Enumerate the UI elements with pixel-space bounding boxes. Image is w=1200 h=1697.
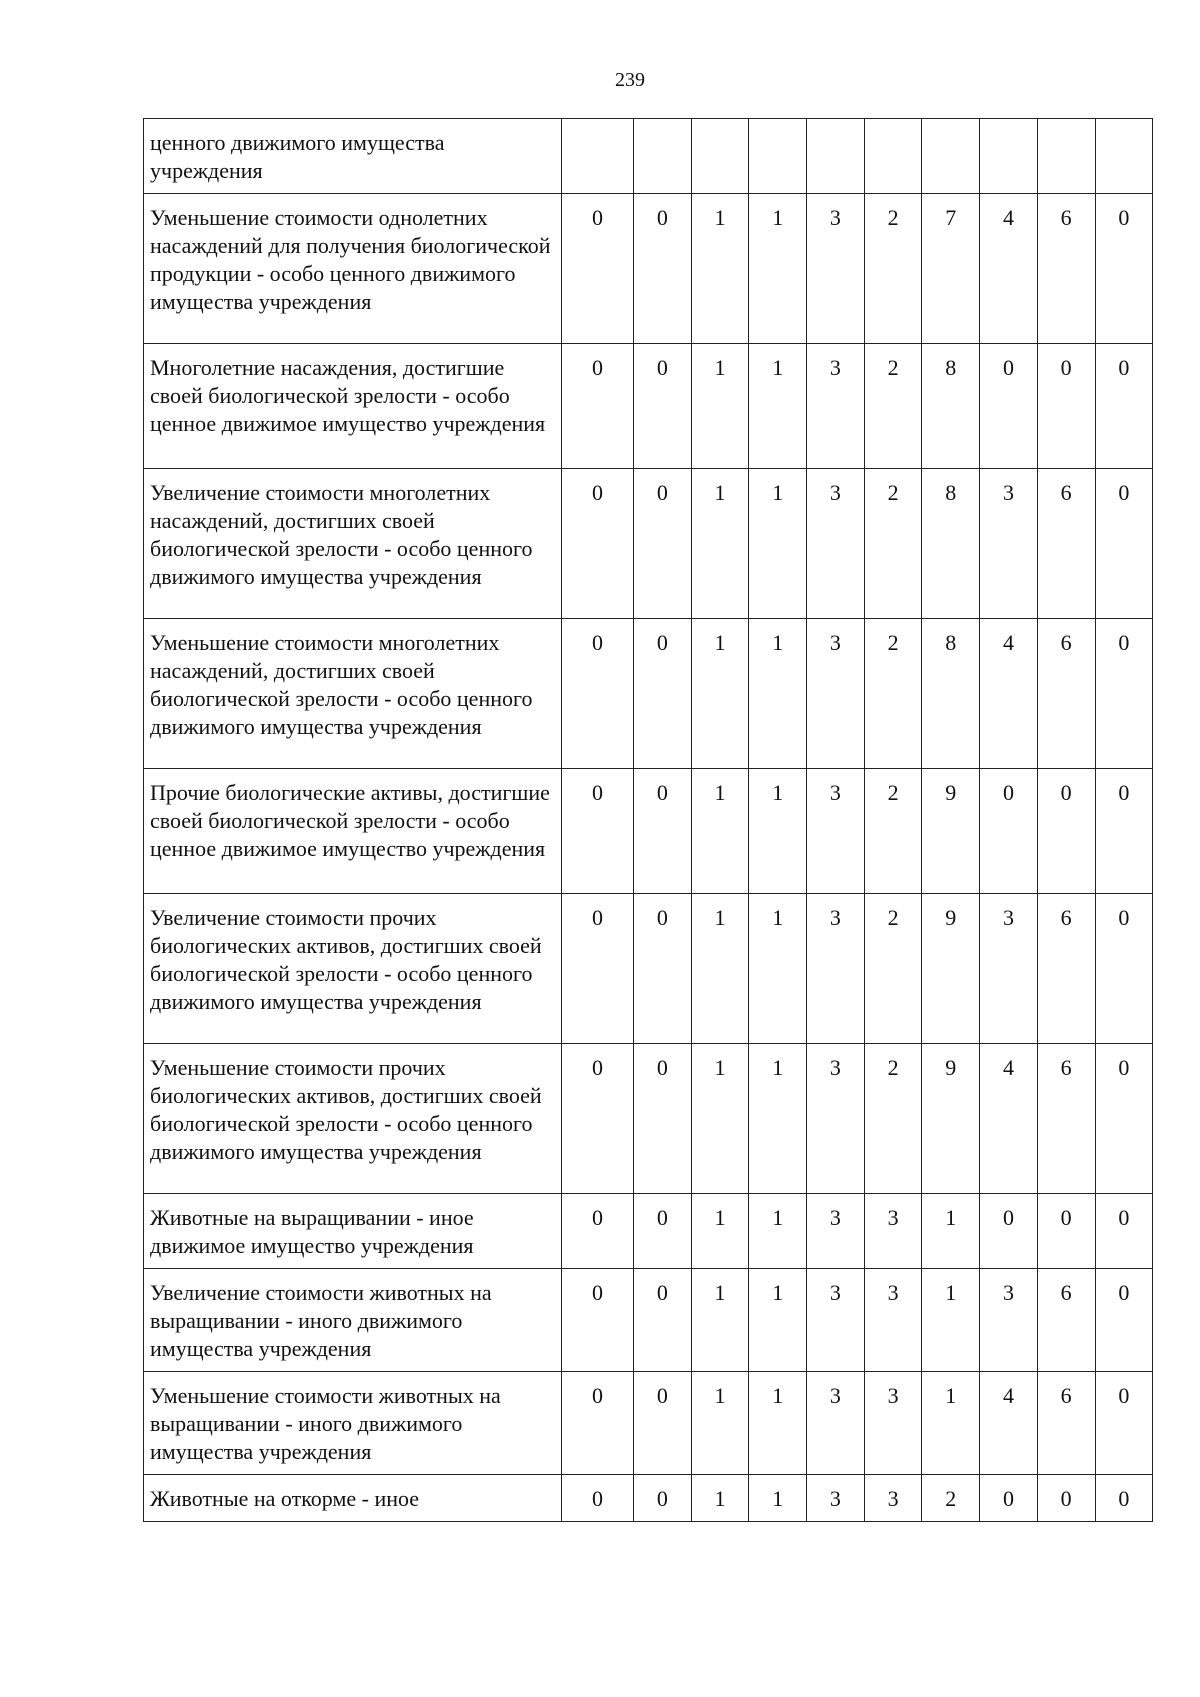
code-digit-cell: 1 bbox=[749, 894, 807, 1044]
code-digit-cell: 0 bbox=[562, 469, 634, 619]
table-row bbox=[144, 469, 1153, 619]
code-digit-cell: 0 bbox=[1095, 469, 1153, 619]
code-digit-cell: 2 bbox=[864, 1044, 922, 1194]
account-description: Уменьшение стоимости животных на выращивании - иного движимого имущества учреждения bbox=[144, 1372, 562, 1475]
code-digit-cell: 3 bbox=[864, 1269, 922, 1372]
code-digit-cell: 0 bbox=[634, 344, 692, 469]
code-digit-cell: 0 bbox=[634, 894, 692, 1044]
code-digit-cell bbox=[562, 119, 634, 194]
code-digit-cell: 0 bbox=[980, 1194, 1038, 1269]
code-digit-cell: 0 bbox=[1037, 344, 1095, 469]
code-digit-cell: 0 bbox=[634, 1475, 692, 1522]
code-digit-cell: 6 bbox=[1037, 1269, 1095, 1372]
code-digit-cell: 1 bbox=[691, 194, 749, 344]
code-digit-cell: 0 bbox=[1095, 1194, 1153, 1269]
code-digit-cell: 1 bbox=[691, 894, 749, 1044]
code-digit-cell: 3 bbox=[807, 1372, 865, 1475]
table-row bbox=[144, 894, 1153, 1044]
table-body bbox=[144, 119, 1153, 1522]
code-digit-cell bbox=[807, 119, 865, 194]
code-digit-cell: 1 bbox=[749, 619, 807, 769]
code-digit-cell: 1 bbox=[749, 344, 807, 469]
account-description: Уменьшение стоимости многолетних насаждений, достигших своей биологической зрелости - особо ценного движимого имущества учреждения bbox=[144, 619, 562, 769]
code-digit-cell: 0 bbox=[980, 1475, 1038, 1522]
code-digit-cell: 0 bbox=[634, 619, 692, 769]
code-digit-cell: 0 bbox=[1037, 1475, 1095, 1522]
account-description: Увеличение стоимости многолетних насаждений, достигших своей биологической зрелости - особо ценного движимого имущества учреждения bbox=[144, 469, 562, 619]
code-digit-cell: 0 bbox=[562, 619, 634, 769]
code-digit-cell: 0 bbox=[1095, 1475, 1153, 1522]
code-digit-cell bbox=[922, 119, 980, 194]
code-digit-cell: 6 bbox=[1037, 1372, 1095, 1475]
code-digit-cell: 3 bbox=[807, 344, 865, 469]
code-digit-cell: 1 bbox=[749, 1269, 807, 1372]
code-digit-cell: 6 bbox=[1037, 894, 1095, 1044]
code-digit-cell: 8 bbox=[922, 619, 980, 769]
code-digit-cell: 0 bbox=[562, 1269, 634, 1372]
code-digit-cell: 0 bbox=[1095, 1044, 1153, 1194]
code-digit-cell: 1 bbox=[691, 619, 749, 769]
code-digit-cell bbox=[634, 119, 692, 194]
code-digit-cell: 9 bbox=[922, 769, 980, 894]
code-digit-cell: 1 bbox=[691, 1372, 749, 1475]
code-digit-cell: 0 bbox=[562, 344, 634, 469]
account-description: Уменьшение стоимости однолетних насаждений для получения биологической продукции - особо ценного движимого имущества учреждения bbox=[144, 194, 562, 344]
code-digit-cell: 2 bbox=[922, 1475, 980, 1522]
code-digit-cell: 3 bbox=[807, 1475, 865, 1522]
code-digit-cell: 0 bbox=[1095, 194, 1153, 344]
table-row bbox=[144, 119, 1153, 194]
code-digit-cell bbox=[864, 119, 922, 194]
code-digit-cell: 4 bbox=[980, 619, 1038, 769]
code-digit-cell: 1 bbox=[749, 194, 807, 344]
code-digit-cell: 6 bbox=[1037, 1044, 1095, 1194]
code-digit-cell: 1 bbox=[749, 1372, 807, 1475]
table-row bbox=[144, 194, 1153, 344]
code-digit-cell: 0 bbox=[634, 1044, 692, 1194]
code-digit-cell: 0 bbox=[634, 1194, 692, 1269]
code-digit-cell: 0 bbox=[634, 1269, 692, 1372]
code-digit-cell: 6 bbox=[1037, 619, 1095, 769]
code-digit-cell: 0 bbox=[562, 894, 634, 1044]
code-digit-cell: 0 bbox=[1037, 1194, 1095, 1269]
code-digit-cell: 6 bbox=[1037, 194, 1095, 344]
code-digit-cell: 0 bbox=[562, 1194, 634, 1269]
code-digit-cell: 1 bbox=[749, 1475, 807, 1522]
code-digit-cell: 0 bbox=[562, 1475, 634, 1522]
code-digit-cell: 7 bbox=[922, 194, 980, 344]
code-digit-cell: 1 bbox=[749, 469, 807, 619]
code-digit-cell bbox=[691, 119, 749, 194]
code-digit-cell: 0 bbox=[1095, 1372, 1153, 1475]
account-description: Многолетние насаждения, достигшие своей биологической зрелости - особо ценное движимое имущество учреждения bbox=[144, 344, 562, 469]
code-digit-cell: 3 bbox=[980, 469, 1038, 619]
code-digit-cell: 1 bbox=[691, 1194, 749, 1269]
code-digit-cell: 1 bbox=[749, 769, 807, 894]
code-digit-cell: 4 bbox=[980, 194, 1038, 344]
code-digit-cell: 4 bbox=[980, 1372, 1038, 1475]
code-digit-cell: 1 bbox=[922, 1194, 980, 1269]
code-digit-cell: 1 bbox=[691, 769, 749, 894]
code-digit-cell: 3 bbox=[864, 1194, 922, 1269]
code-digit-cell: 0 bbox=[1037, 769, 1095, 894]
code-digit-cell bbox=[980, 119, 1038, 194]
account-description: Животные на выращивании - иное движимое имущество учреждения bbox=[144, 1194, 562, 1269]
code-digit-cell: 3 bbox=[807, 1194, 865, 1269]
code-digit-cell: 3 bbox=[807, 1269, 865, 1372]
account-description: Уменьшение стоимости прочих биологических активов, достигших своей биологической зрелости - особо ценного движимого имущества учреждения bbox=[144, 1044, 562, 1194]
code-digit-cell: 0 bbox=[562, 769, 634, 894]
code-digit-cell: 3 bbox=[807, 894, 865, 1044]
code-digit-cell: 1 bbox=[749, 1194, 807, 1269]
code-digit-cell: 3 bbox=[807, 769, 865, 894]
page-number: 239 bbox=[615, 69, 645, 91]
code-digit-cell: 1 bbox=[691, 1475, 749, 1522]
code-digit-cell: 0 bbox=[1095, 344, 1153, 469]
table-row bbox=[144, 1372, 1153, 1475]
code-digit-cell: 0 bbox=[562, 1044, 634, 1194]
code-digit-cell: 0 bbox=[1095, 619, 1153, 769]
code-digit-cell: 0 bbox=[634, 194, 692, 344]
table-row bbox=[144, 1044, 1153, 1194]
code-digit-cell: 3 bbox=[807, 1044, 865, 1194]
code-digit-cell: 1 bbox=[691, 469, 749, 619]
account-description: Животные на откорме - иное bbox=[144, 1475, 562, 1522]
table-row bbox=[144, 1475, 1153, 1522]
code-digit-cell: 2 bbox=[864, 769, 922, 894]
code-digit-cell: 0 bbox=[562, 1372, 634, 1475]
code-digit-cell: 1 bbox=[691, 1044, 749, 1194]
table-row bbox=[144, 344, 1153, 469]
code-digit-cell: 1 bbox=[922, 1269, 980, 1372]
code-digit-cell: 6 bbox=[1037, 469, 1095, 619]
code-digit-cell: 0 bbox=[1095, 769, 1153, 894]
account-description: Увеличение стоимости животных на выращивании - иного движимого имущества учреждения bbox=[144, 1269, 562, 1372]
code-digit-cell: 8 bbox=[922, 344, 980, 469]
account-description: ценного движимого имущества учреждения bbox=[144, 119, 562, 194]
table-row bbox=[144, 1269, 1153, 1372]
table-row bbox=[144, 619, 1153, 769]
code-digit-cell: 0 bbox=[634, 469, 692, 619]
code-digit-cell: 3 bbox=[980, 1269, 1038, 1372]
code-digit-cell: 8 bbox=[922, 469, 980, 619]
code-digit-cell: 0 bbox=[980, 769, 1038, 894]
code-digit-cell: 3 bbox=[807, 619, 865, 769]
code-digit-cell: 9 bbox=[922, 1044, 980, 1194]
code-digit-cell: 2 bbox=[864, 344, 922, 469]
code-digit-cell bbox=[1095, 119, 1153, 194]
account-description: Увеличение стоимости прочих биологических активов, достигших своей биологической зрелости - особо ценного движимого имущества учреждения bbox=[144, 894, 562, 1044]
code-digit-cell: 1 bbox=[691, 1269, 749, 1372]
account-code-table bbox=[143, 118, 1153, 1522]
code-digit-cell: 0 bbox=[980, 344, 1038, 469]
code-digit-cell: 0 bbox=[562, 194, 634, 344]
code-digit-cell: 0 bbox=[1095, 1269, 1153, 1372]
code-digit-cell: 4 bbox=[980, 1044, 1038, 1194]
code-digit-cell: 9 bbox=[922, 894, 980, 1044]
code-digit-cell: 1 bbox=[691, 344, 749, 469]
code-digit-cell: 3 bbox=[864, 1372, 922, 1475]
code-digit-cell: 0 bbox=[634, 769, 692, 894]
code-digit-cell: 3 bbox=[807, 469, 865, 619]
code-digit-cell: 0 bbox=[1095, 894, 1153, 1044]
code-digit-cell: 2 bbox=[864, 619, 922, 769]
code-digit-cell: 0 bbox=[634, 1372, 692, 1475]
code-digit-cell bbox=[1037, 119, 1095, 194]
table-row bbox=[144, 1194, 1153, 1269]
code-digit-cell: 3 bbox=[980, 894, 1038, 1044]
table-row bbox=[144, 769, 1153, 894]
code-digit-cell bbox=[749, 119, 807, 194]
code-digit-cell: 3 bbox=[864, 1475, 922, 1522]
account-description: Прочие биологические активы, достигшие своей биологической зрелости - особо ценное движимое имущество учреждения bbox=[144, 769, 562, 894]
code-digit-cell: 2 bbox=[864, 194, 922, 344]
code-digit-cell: 2 bbox=[864, 894, 922, 1044]
code-digit-cell: 1 bbox=[922, 1372, 980, 1475]
code-digit-cell: 1 bbox=[749, 1044, 807, 1194]
code-digit-cell: 2 bbox=[864, 469, 922, 619]
code-digit-cell: 3 bbox=[807, 194, 865, 344]
